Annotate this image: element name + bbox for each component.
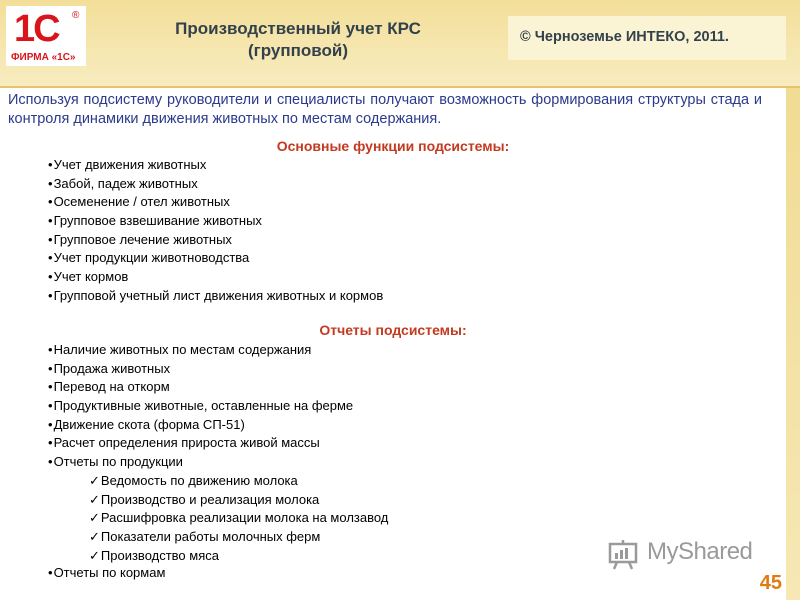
myshared-watermark[interactable]: [607, 536, 777, 572]
slide-title: Производственный учет КРС: [175, 19, 421, 38]
logo-company-name: ФИРМА «1С»: [11, 52, 76, 63]
list-item: •Расчет определения прироста живой массы: [48, 435, 320, 451]
logo-mark: 1С: [14, 8, 59, 50]
sub-list-item: ✓Производство мяса: [89, 547, 219, 563]
slide-header: [0, 0, 800, 86]
functions-list: [48, 156, 383, 306]
list-item: •Групповое взвешивание животных: [48, 213, 262, 229]
list-item: •Забой, падеж животных: [48, 175, 198, 191]
reports-list-last: [48, 564, 165, 583]
copyright-label: © Черноземье ИНТЕКО, 2011.: [520, 29, 729, 45]
company-logo: [6, 6, 86, 66]
slide-subtitle: (групповой): [248, 41, 348, 60]
sub-list-item: ✓Ведомость по движению молока: [89, 473, 298, 488]
list-item: •Групповой учетный лист движения животных и кормов: [48, 287, 384, 303]
list-item: •Групповое лечение животных: [48, 231, 232, 247]
registered-mark: ®: [72, 10, 80, 21]
reports-title: Отчеты подсистемы:: [319, 322, 467, 338]
slide-body: [0, 88, 786, 600]
checkmark-icon: ✓: [89, 547, 100, 563]
list-item: •Наличие животных по местам содержания: [48, 342, 312, 357]
functions-title: Основные функции подсистемы:: [276, 138, 510, 154]
intro-paragraph: Используя подсистему руководители и специалисты получают возможность формирования структуры стада и контроля динамики движения животных по местам содержания.: [8, 92, 762, 127]
checkmark-icon: ✓: [89, 529, 100, 545]
checkmark-icon: ✓: [89, 473, 100, 488]
list-item: •Учет движения животных: [48, 157, 207, 172]
copyright-box: [508, 16, 786, 60]
reports-list: [48, 341, 353, 472]
watermark-text: MyShared: [647, 538, 753, 565]
list-item: •Продажа животных: [48, 360, 171, 376]
list-item: •Продуктивные животные, оставленные на ферме: [48, 398, 354, 414]
checkmark-icon: ✓: [89, 491, 100, 507]
sub-list-item: ✓Производство и реализация молока: [89, 491, 320, 507]
checkmark-icon: ✓: [89, 510, 100, 526]
page-number: 45: [759, 572, 782, 594]
production-reports-sublist: [89, 472, 388, 565]
side-decoration-bar: [786, 88, 800, 600]
list-item: •Отчеты по кормам: [48, 565, 166, 580]
myshared-logo-icon: [607, 538, 641, 570]
sub-list-item: ✓Расшифровка реализации молока на молзавод: [89, 510, 389, 526]
list-item: •Отчеты по продукции: [48, 454, 183, 470]
list-item: •Осеменение / отел животных: [48, 194, 230, 210]
list-item: •Учет кормов: [48, 269, 129, 285]
sub-list-item: ✓Показатели работы молочных ферм: [89, 529, 321, 545]
list-item: •Учет продукции животноводства: [48, 250, 250, 266]
list-item: •Движение скота (форма СП-51): [48, 416, 245, 432]
list-item: •Перевод на откорм: [48, 379, 170, 395]
